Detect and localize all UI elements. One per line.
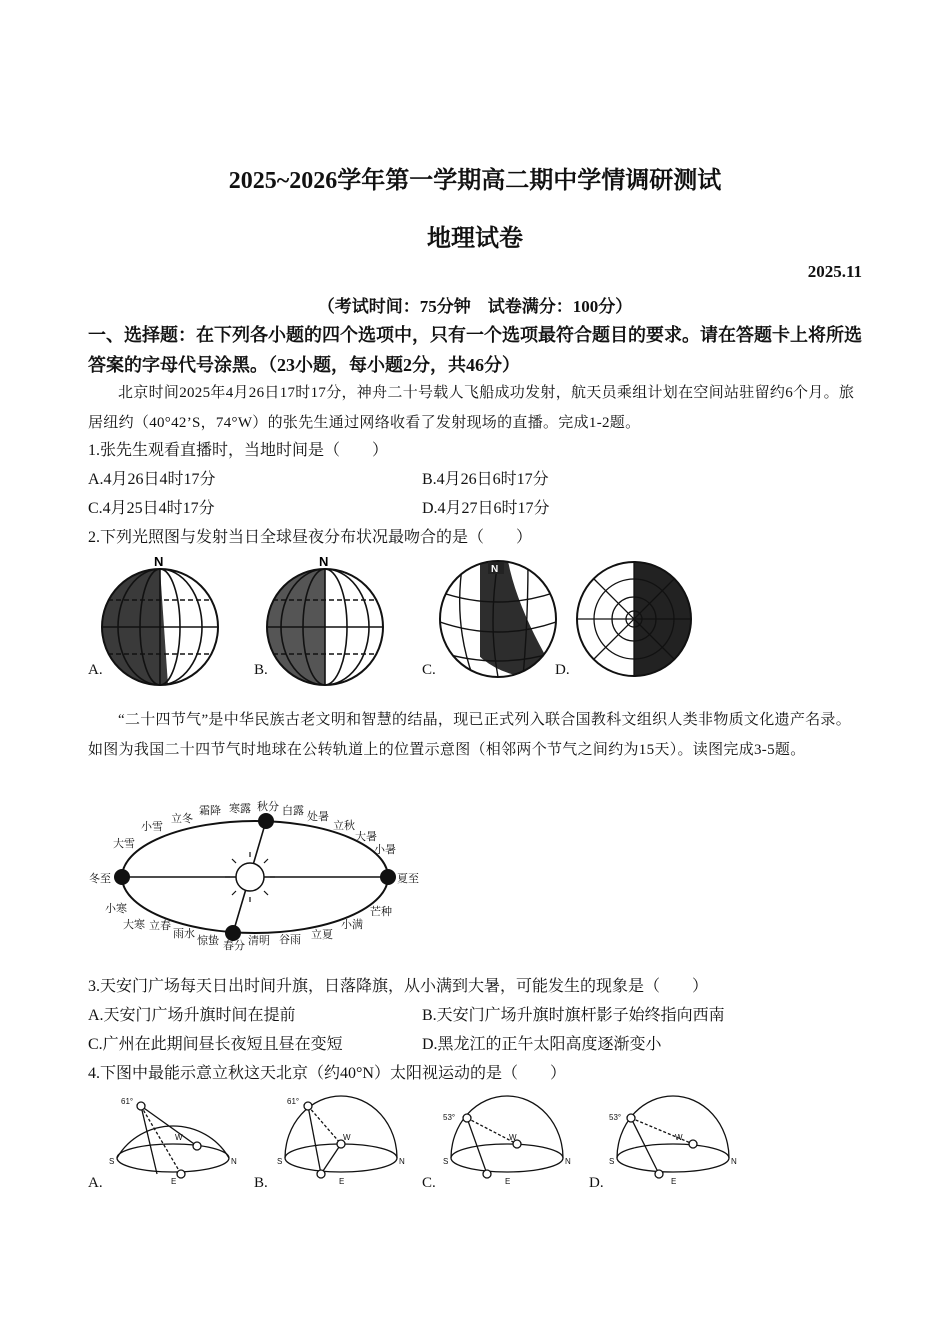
svg-text:W: W [175,1133,183,1142]
svg-text:S: S [277,1157,283,1166]
term-shuangjiang: 霜降 [199,805,221,817]
q2-stem: 2.下列光照图与发射当日全球昼夜分布状况最吻合的是（ ） [88,529,533,546]
svg-text:S: S [443,1157,449,1166]
term-yushui: 雨水 [173,928,195,940]
q4-angle-c: 53° [443,1113,456,1122]
q1-option-a: A.4月26日4时17分 [88,471,216,488]
term-lichun: 立春 [149,920,171,932]
q3-stem: 3.天安门广场每天日出时间升旗，日落降旗，从小满到大暑，可能发生的现象是（ ） [88,978,709,995]
q3-option-b: B.天安门广场升旗时旗杆影子始终指向西南 [422,1007,725,1024]
svg-text:W: W [509,1133,517,1142]
svg-text:S: S [609,1157,615,1166]
term-hanlu: 寒露 [229,803,251,815]
subject-title: 地理试卷 [427,226,523,252]
q4-angle-a: 61° [121,1097,134,1106]
term-jingzhe: 惊蛰 [197,935,219,947]
exam-date: 2025.11 [807,262,862,281]
term-dahan: 大寒 [123,919,145,931]
earth-winter-solstice [114,869,130,885]
globe-c-north: N [491,564,499,575]
term-chushu: 处暑 [307,811,329,823]
term-mangzhong: 芒种 [370,906,392,918]
svg-text:N: N [231,1157,237,1166]
svg-text:S: S [109,1157,115,1166]
q4-angle-b: 61° [287,1097,300,1106]
section-heading: 一、选择题：在下列各小题的四个选项中，只有一个选项最符合题目的要求。请在答题卡上将所选答案的字母代号涂黑。（23小题，每小题2分，共46分） [88,325,862,375]
globe-a-north: N [154,554,164,569]
term-bailu: 白露 [282,805,304,817]
q3-option-d: D.黑龙江的正午太阳高度逐渐变小 [422,1036,662,1053]
svg-text:N: N [565,1157,571,1166]
svg-text:N: N [731,1157,737,1166]
term-xiazhi: 夏至 [397,873,419,885]
exam-title: 2025~2026学年第一学期高二期中学情调研测试 [228,168,722,194]
term-chunfen: 春分 [223,940,245,952]
q1-option-c: C.4月25日4时17分 [88,500,215,517]
q2-label-d: D. [555,662,570,678]
term-daxue: 大雪 [113,838,135,850]
q1-option-b: B.4月26日6时17分 [422,471,549,488]
svg-text:W: W [343,1133,351,1142]
term-guyu: 谷雨 [279,934,301,946]
q4-label-d: D. [589,1175,604,1191]
q2-label-c: C. [422,662,436,678]
svg-text:W: W [675,1133,683,1142]
term-dashu: 大暑 [355,831,377,843]
globe-c [440,561,558,681]
term-qingming: 清明 [248,935,270,947]
passage-1: 北京时间2025年4月26日17时17分，神舟二十号载人飞船成功发射，航天员乘组计划在空间站驻留约6个月。旅居纽约（40°42’S，74°W）的张先生通过网络收看了发射现场的直播。完成1-2题。 [88,385,855,431]
passage-2: “二十四节气”是中华民族古老文明和智慧的结晶，现已正式列入联合国教科文组织人类非物质文化遗产名录。如图为我国二十四节气时地球在公转轨道上的位置示意图（相邻两个节气之间约为15天）。读图完成3-5题。 [88,712,852,758]
earth-autumn-equinox [258,813,274,829]
globe-d [577,562,691,676]
q2-label-b: B. [254,662,268,678]
term-xiaoxue: 小雪 [141,821,163,833]
q2-label-a: A. [88,662,103,678]
q4-stem: 4.下图中最能示意立秋这天北京（约40°N）太阳视运动的是（ ） [88,1065,566,1082]
q4-sun-path-figures [105,1092,735,1187]
term-qiufen: 秋分 [257,801,279,813]
globe-a [102,554,218,685]
q3-option-a: A.天安门广场升旗时间在提前 [88,1007,296,1024]
q4-angle-d: 53° [609,1113,622,1122]
term-xiaoman: 小满 [341,919,363,931]
svg-text:E: E [171,1177,177,1186]
term-liqiu: 立秋 [333,820,355,832]
term-lixia: 立夏 [311,929,333,941]
q4-label-c: C. [422,1175,436,1191]
earth-summer-solstice [380,869,396,885]
q3-option-c: C.广州在此期间昼长夜短且昼在变短 [88,1036,343,1053]
q4-label-b: B. [254,1175,268,1191]
term-xiaoshu: 小暑 [374,844,396,856]
svg-text:E: E [505,1177,511,1186]
svg-text:E: E [339,1177,345,1186]
svg-text:E: E [671,1177,677,1186]
earth-spring-equinox [225,925,241,941]
exam-info: （考试时间：75分钟 试卷满分：100分） [317,297,633,316]
globe-b [267,554,383,685]
q1-option-d: D.4月27日6时17分 [422,500,550,517]
q2-illumination-figures [88,552,708,682]
svg-text:N: N [399,1157,405,1166]
globe-b-north: N [319,554,329,569]
solar-terms-orbit-diagram [85,800,430,955]
term-xiaohan: 小寒 [105,903,127,915]
term-dongzhi: 冬至 [89,873,111,885]
term-lidong: 立冬 [171,813,193,825]
q4-label-a: A. [88,1175,103,1191]
q1-stem: 1.张先生观看直播时，当地时间是（ ） [88,442,389,459]
